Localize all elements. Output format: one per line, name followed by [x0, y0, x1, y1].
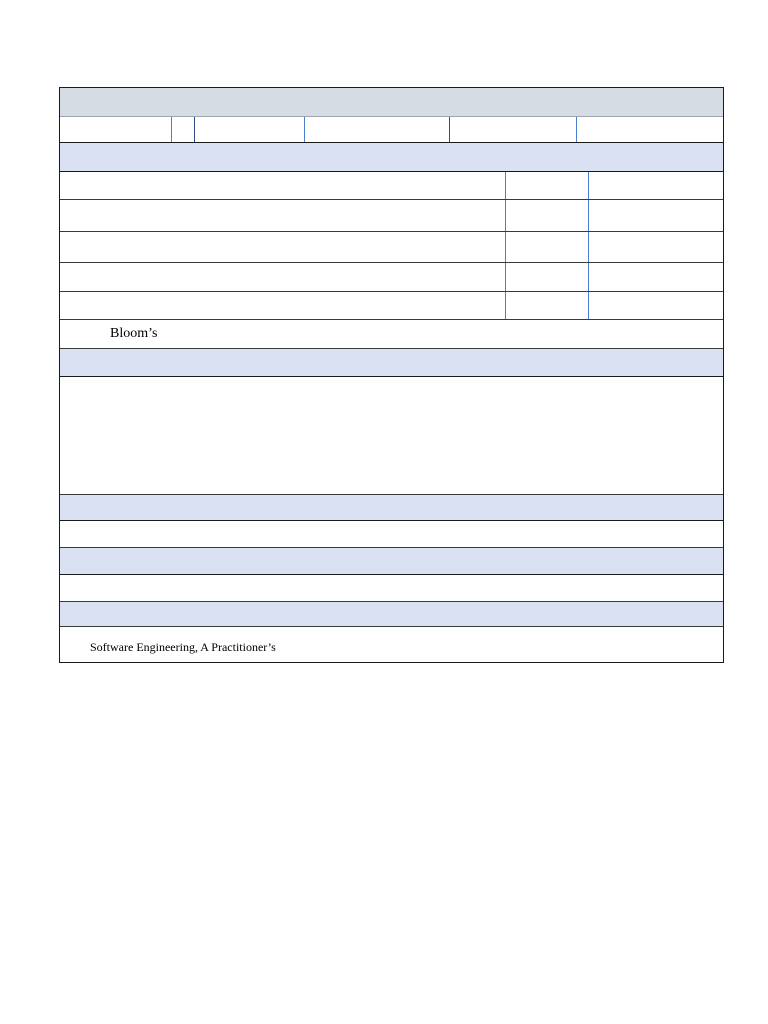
blooms-note-text: Bloom’s: [110, 326, 158, 341]
outcome-row: [60, 292, 723, 320]
course-info-divider: [194, 117, 195, 142]
outcome-divider: [588, 263, 589, 291]
course-form-table: [59, 87, 724, 663]
blooms-note-row: [60, 320, 723, 349]
section-four-body-cell: [60, 521, 723, 548]
outcome-row: [60, 232, 723, 263]
references-section-band: [60, 602, 723, 627]
outcome-divider: [505, 232, 506, 262]
course-info-divider: [171, 117, 172, 142]
section-five-band: [60, 548, 723, 575]
outcome-row: [60, 200, 723, 232]
course-info-divider: [576, 117, 577, 142]
outcome-divider: [505, 292, 506, 319]
outcome-divider: [588, 172, 589, 199]
references-body-cell: [60, 627, 723, 662]
outcome-divider: [588, 232, 589, 262]
course-header-band: [60, 88, 723, 117]
outcome-divider: [588, 200, 589, 231]
outcome-divider: [505, 172, 506, 199]
outcome-divider: [505, 200, 506, 231]
outcome-row: [60, 172, 723, 200]
reference-item: Software Engineering, A Practitioner’s: [90, 640, 276, 654]
course-info-divider: [449, 117, 450, 142]
outcome-row: [60, 263, 723, 292]
course-info-row: [60, 117, 723, 143]
content-section-band: [60, 349, 723, 377]
section-four-band: [60, 495, 723, 521]
outcome-divider: [505, 263, 506, 291]
section-five-body-cell: [60, 575, 723, 602]
outcomes-section-band: [60, 143, 723, 172]
content-body-cell: [60, 377, 723, 495]
course-info-divider: [304, 117, 305, 142]
outcome-divider: [588, 292, 589, 319]
